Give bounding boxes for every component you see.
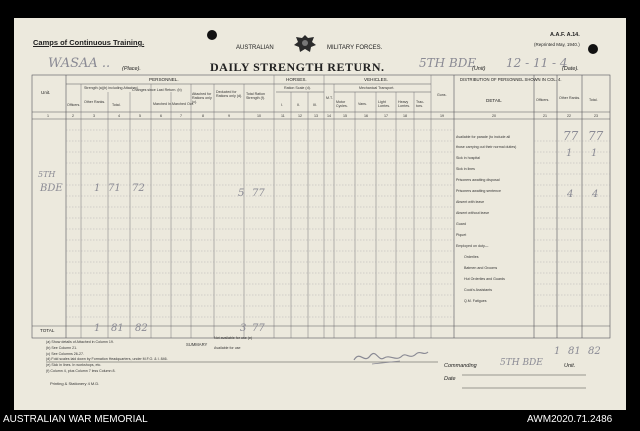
col-deducted-header: Deducted for Rations only (d). bbox=[216, 90, 243, 98]
distribution-row: Orderlies bbox=[464, 255, 479, 259]
col-d-officers-header: Officers. bbox=[536, 98, 550, 102]
unit-value: 5TH BDE bbox=[419, 56, 477, 70]
col-detail-header: DETAIL bbox=[486, 98, 502, 103]
col-number: 10 bbox=[257, 114, 261, 118]
entry-footer-82: 82 bbox=[588, 346, 601, 357]
date-label: (Date). bbox=[562, 66, 579, 72]
col-number: 6 bbox=[160, 114, 162, 118]
distribution-row: Absent with leave bbox=[456, 200, 485, 204]
commanding-label: Commanding bbox=[444, 363, 477, 369]
col-heavy-lorries-header: Heavy Lorries. bbox=[398, 100, 410, 108]
col-attached-header: Attached for Rations only (c). bbox=[192, 92, 212, 104]
entry-ration-77: 77 bbox=[252, 188, 265, 199]
place-label: (Place). bbox=[122, 66, 141, 72]
col-ration-scale-header: Ration Scale (d). bbox=[284, 86, 311, 90]
distribution-row: Sick in lines bbox=[456, 167, 475, 171]
entry-ration-5: 5 bbox=[238, 188, 245, 199]
col-changes-header: Changes since Last Return. (b) bbox=[132, 88, 182, 92]
col-total-header: Total. bbox=[112, 103, 121, 107]
col-other-ranks-header: Other Ranks. bbox=[84, 100, 106, 104]
forces-label: MILITARY FORCES. bbox=[327, 45, 383, 51]
document-title: DAILY STRENGTH RETURN. bbox=[210, 60, 385, 74]
col-d-total-header: Total. bbox=[589, 98, 598, 102]
entry-other-ranks: 71 bbox=[108, 183, 121, 194]
col-number: 5 bbox=[139, 114, 141, 118]
distribution-row: Available for parade (to include all bbox=[456, 135, 511, 139]
col-number: 22 bbox=[567, 114, 571, 118]
col-number: 15 bbox=[343, 114, 347, 118]
col-number: 8 bbox=[202, 114, 204, 118]
col-marched-out-header: Marched Out. bbox=[172, 102, 194, 106]
entry-available-total: 77 bbox=[588, 129, 604, 143]
col-distribution-header: DISTRIBUTION OF PERSONNEL SHOWN IN COL. 4. bbox=[460, 77, 562, 82]
distribution-row: Hut Orderlies and Guards bbox=[464, 277, 505, 281]
col-total-ration-header: Total Ration Strength (f). bbox=[246, 92, 265, 100]
footnote: (f) Column 4, plus Column 7 less Column 8. bbox=[46, 369, 116, 373]
col-number: 13 bbox=[314, 114, 318, 118]
country-label: AUSTRALIAN bbox=[236, 45, 274, 51]
entry-absent-or: 4 bbox=[567, 189, 574, 200]
footnote: (a) Show details of Attached in Column 19. bbox=[46, 340, 114, 344]
unit-suffix-label: Unit. bbox=[564, 363, 576, 369]
col-personnel-header: PERSONNEL. bbox=[149, 77, 179, 82]
entry-footer-1: 1 bbox=[554, 346, 561, 357]
col-tractors-header: Trac-tors. bbox=[416, 100, 425, 108]
col-number: 2 bbox=[72, 114, 74, 118]
entry-footer-81: 81 bbox=[568, 346, 581, 357]
entry-available-or: 77 bbox=[563, 129, 579, 143]
entry-absent-total: 4 bbox=[592, 189, 599, 200]
distribution-row: Piquet bbox=[456, 233, 467, 237]
col-number: 19 bbox=[440, 114, 444, 118]
col-strength-header: Strength (a)(b) including Attached. bbox=[84, 86, 139, 90]
not-available-label: Not available for use (e) bbox=[214, 336, 253, 340]
col-number: 7 bbox=[180, 114, 182, 118]
distribution-row: Sick in hospital bbox=[456, 156, 480, 160]
distribution-row: Batmen and Grooms bbox=[464, 266, 498, 270]
footnote: (e) Sick in lines. In workshops, etc. bbox=[46, 363, 102, 367]
signature bbox=[350, 346, 430, 366]
entry-officers: 1 bbox=[94, 183, 101, 194]
col-ration-2-header: II. bbox=[297, 103, 300, 107]
col-number: 11 bbox=[281, 114, 285, 118]
entry-unit-line1: 5TH bbox=[38, 170, 56, 179]
footnote: (b) See Column 21. bbox=[46, 346, 78, 350]
form-reprint-date: (Reprinted May, 1940.) bbox=[534, 42, 580, 47]
col-marched-in-header: Marched In. bbox=[153, 102, 172, 106]
entry-total-other-ranks: 81 bbox=[111, 323, 124, 334]
document-page bbox=[14, 18, 626, 410]
archive-caption-bar bbox=[0, 410, 640, 431]
entry-sick-total: 1 bbox=[591, 148, 598, 159]
form-number: A.A.F. A.14. bbox=[550, 32, 580, 38]
col-guns-header: Guns. bbox=[437, 93, 447, 97]
distribution-row: Q.M. Fatigues bbox=[464, 299, 487, 303]
col-light-lorries-header: Light Lorries. bbox=[378, 100, 390, 108]
available-label: Available for use bbox=[214, 346, 241, 350]
col-number: 1 bbox=[47, 114, 49, 118]
col-number: 4 bbox=[118, 114, 120, 118]
col-motor-cycles-header: Motor Cycles. bbox=[336, 100, 348, 108]
col-number: 18 bbox=[403, 114, 407, 118]
printer-imprint: Printing & Stationery 4 M.D. bbox=[50, 381, 100, 386]
col-vehicles-header: VEHICLES. bbox=[364, 77, 388, 82]
distribution-row: Cook's Assistants bbox=[464, 288, 493, 292]
col-ration-1-header: I. bbox=[281, 103, 283, 107]
col-number: 21 bbox=[543, 114, 547, 118]
signature-unit: 5TH BDE bbox=[500, 358, 543, 368]
footer-date-label: Date bbox=[444, 376, 456, 382]
col-number: 20 bbox=[492, 114, 496, 118]
unit-label: (Unit) bbox=[472, 66, 486, 72]
col-mechanical-header: Mechanical Transport. bbox=[359, 86, 395, 90]
entry-total-ration-3: 3 bbox=[240, 323, 247, 334]
distribution-row: Guard bbox=[456, 222, 466, 226]
date-value: 12 - 11 - 4 bbox=[506, 56, 568, 70]
entry-unit-line2: BDE bbox=[40, 183, 63, 194]
col-d-other-ranks-header: Other Ranks. bbox=[559, 96, 581, 100]
footnote: (c) See Columns 26-27. bbox=[46, 352, 84, 356]
distribution-row: those carrying out their normal duties) bbox=[456, 145, 517, 149]
total-row-label: TOTAL bbox=[40, 328, 55, 333]
summary-label: SUMMARY bbox=[186, 342, 208, 347]
col-number: 9 bbox=[228, 114, 230, 118]
col-number: 14 bbox=[327, 114, 331, 118]
col-unit-header: Unit. bbox=[41, 90, 51, 95]
entry-total: 72 bbox=[132, 183, 145, 194]
col-number: 17 bbox=[384, 114, 388, 118]
footnote: (d) Fold scales laid down by Formation Headquarters, under M.F.O. & I. 846. bbox=[46, 357, 168, 361]
archive-reference: AWM2020.71.2486 bbox=[527, 414, 613, 425]
distribution-row: Prisoners awaiting sentence bbox=[456, 189, 501, 193]
col-number: 23 bbox=[594, 114, 598, 118]
distribution-row: Absent without leave bbox=[456, 211, 490, 215]
camps-heading: Camps of Continuous Training. bbox=[33, 38, 145, 47]
entry-total-officers: 1 bbox=[94, 323, 101, 334]
entry-sick-or: 1 bbox=[566, 148, 573, 159]
entry-total-ration-77: 77 bbox=[252, 323, 265, 334]
place-value: WASAA .. bbox=[48, 56, 111, 71]
distribution-row: Employed on duty— bbox=[456, 244, 489, 248]
col-ration-3-header: III. bbox=[313, 103, 317, 107]
col-vans-header: Vans. bbox=[358, 102, 367, 106]
col-mt-header: M.T. bbox=[326, 96, 333, 100]
col-number: 3 bbox=[93, 114, 95, 118]
col-number: 16 bbox=[364, 114, 368, 118]
distribution-row: Prisoners awaiting disposal bbox=[456, 178, 500, 182]
col-number: 12 bbox=[298, 114, 302, 118]
entry-total-total: 82 bbox=[135, 323, 148, 334]
col-horses-header: HORSES. bbox=[286, 77, 307, 82]
archive-name: AUSTRALIAN WAR MEMORIAL bbox=[3, 414, 148, 425]
col-officers-header: Officers. bbox=[67, 103, 81, 107]
